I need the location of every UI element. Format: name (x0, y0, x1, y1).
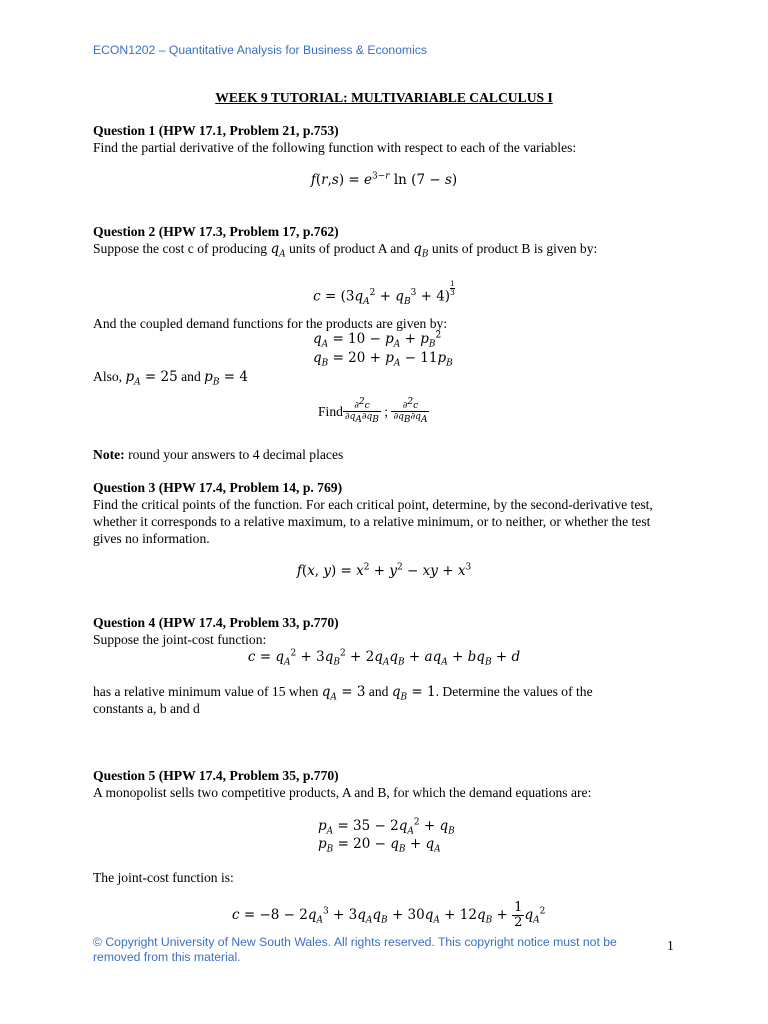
q4-heading: Question 4 (HPW 17.4, Problem 33, p.770) (93, 615, 339, 630)
q3-heading: Question 3 (HPW 17.4, Problem 14, p. 769) (93, 480, 343, 495)
q5-joint-equation: $c = -8 - 2q_A^3 + 3q_Aq_B + 30q_A + 12q_B$ + $\frac{1}{2}$ $q_A^2$ (232, 900, 546, 930)
q5-joint-text: The joint-cost function is: (93, 870, 234, 885)
q2-demand-a: $q_A = 10 - p_A + p_B^2$ (313, 330, 442, 350)
q2-find: Find $\frac{\partial^2c}{\partial q_A\partial q_B}$ ; $\frac{\partial^2c}{\partial q_B\partial q_A}$ (318, 397, 428, 425)
q5-text: A monopolist sells two competitive products, A and B, for which the demand equations are: (93, 785, 592, 800)
q4-text: Suppose the joint-cost function: (93, 632, 267, 647)
q1-equation: $f(r,s) = e^{3-r}$ ln (7 − s) (310, 171, 458, 188)
q1-heading: Question 1 (HPW 17.1, Problem 21, p.753) (93, 123, 339, 138)
q4-text3: constants a, b and d (93, 701, 200, 716)
page-header: ECON1202 – Quantitative Analysis for Business & Economics (93, 43, 427, 57)
q5-demand-b: $p_B = 20 - q_B + q_A$ (318, 836, 441, 855)
q4-text2: has a relative minimum value of 15 when $q_A = 3$ and $q_B = 1$. Determine the values of the (93, 684, 593, 703)
q2-cost-equation: $c = (3q_A^2 + q_B^3 + 4)$ $\frac{1}{3}$ (313, 279, 455, 308)
q2-also-text: Also, $p_A = 25$ and $p_B = 4$ (93, 369, 248, 388)
q4-equation: $c = q_A^2 + 3q_B^2 + 2q_Aq_B + aq_A + bq_B + d$ (247, 648, 521, 668)
q2-note: Note: round your answers to 4 decimal places (93, 447, 344, 462)
page-title: WEEK 9 TUTORIAL: MULTIVARIABLE CALCULUS I (215, 90, 553, 105)
copyright-footer: © Copyright University of New South Wales. All rights reserved. This copyright notice must not be removed from this material. (93, 935, 617, 964)
page-number: 1 (667, 938, 674, 953)
q2-heading: Question 2 (HPW 17.3, Problem 17, p.762) (93, 224, 339, 239)
q5-demand-a: $p_A = 35 - 2q_A^2 + q_B$ (318, 817, 455, 837)
q1-text: Find the partial derivative of the following function with respect to each of the variables: (93, 140, 577, 155)
q2-text: Suppose the cost c of producing $q_A$ units of product A and $q_B$ units of product B is given by: (93, 241, 598, 260)
q2-demand-text: And the coupled demand functions for the products are given by: (93, 316, 448, 331)
q2-demand-b: $q_B = 20 + p_A - 11p_B$ (313, 350, 453, 369)
q3-equation: f(x, $y) = x^2 + y^2$ − xy + $x^3$ (296, 562, 472, 579)
q5-heading: Question 5 (HPW 17.4, Problem 35, p.770) (93, 768, 339, 783)
q3-text: Find the critical points of the function. For each critical point, determine, by the second-derivative test, whether it corresponds to a relative maximum, to a relative minimum, or to neither, or whether the test gives no information. (93, 497, 653, 546)
